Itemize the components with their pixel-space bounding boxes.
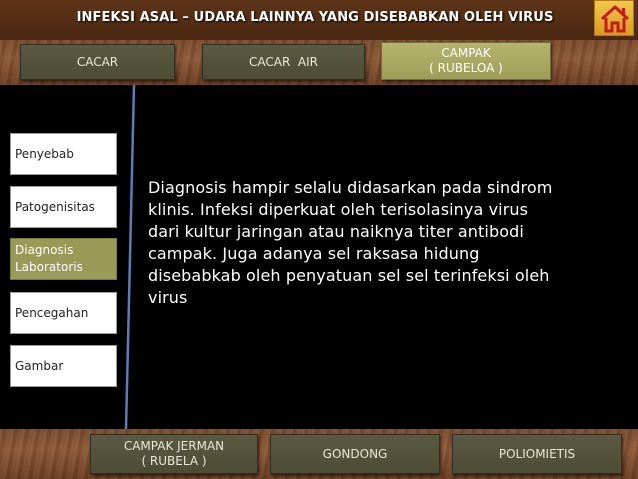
tab-cacar-air[interactable] — [202, 44, 365, 80]
content-line: dari kultur jaringan atau naiknya titer antibodi — [148, 222, 524, 241]
tab-campak-label-line2: ( RUBELOA ) — [429, 61, 503, 75]
home-icon — [599, 4, 631, 34]
sidebar-item-pencegahan[interactable] — [10, 292, 117, 334]
sidebar-item-gambar[interactable] — [10, 345, 117, 387]
home-button[interactable] — [594, 0, 634, 36]
content-line: virus — [148, 288, 188, 307]
content-line: disebabkab oleh penyatuan sel sel terinfeksi oleh — [148, 266, 550, 285]
sidebar-item-patogenisitas[interactable] — [10, 186, 117, 228]
sidebar-item-label: Penyebab — [15, 146, 74, 161]
tab-campak-jerman[interactable] — [90, 434, 258, 474]
sidebar-item-label: Patogenisitas — [15, 199, 95, 214]
content-text — [148, 177, 598, 309]
page-title: INFEKSI ASAL – UDARA LAINNYA YANG DISEBABKAN OLEH VIRUS — [76, 10, 554, 25]
main-panel — [0, 85, 638, 429]
tab-cacar-label: CACAR — [76, 54, 119, 69]
sidebar-item-label: Pencegahan — [15, 305, 89, 320]
sidebar-item-label: Gambar — [15, 358, 64, 373]
title-bar — [0, 0, 638, 40]
tab-cacar[interactable] — [20, 44, 175, 80]
content-line: Diagnosis hampir selalu didasarkan pada sindrom — [148, 178, 553, 197]
content-line: campak. Juga adanya sel raksasa hidung — [148, 244, 480, 263]
tab-poliomietis-label: POLIOMIETIS — [498, 446, 576, 461]
sidebar-item-penyebab[interactable] — [10, 133, 117, 175]
tab-poliomietis[interactable] — [452, 434, 622, 474]
tab-campak-jerman-label-line1: CAMPAK JERMAN — [123, 439, 225, 453]
sidebar-item-label-line1: Diagnosis — [15, 243, 74, 257]
tab-campak-label-line1: CAMPAK — [441, 46, 491, 60]
tab-campak[interactable] — [381, 42, 551, 80]
sidebar-item-diagnosis-laboratoris[interactable] — [10, 238, 117, 280]
tab-gondong[interactable] — [270, 434, 440, 474]
tab-cacar-air-label: CACAR AIR — [248, 54, 319, 69]
sidebar-item-label-line2: Laboratoris — [15, 260, 83, 274]
top-nav-bar — [0, 40, 638, 85]
tab-gondong-label: GONDONG — [322, 446, 388, 461]
tab-campak-jerman-label-line2: ( RUBELA ) — [141, 454, 207, 468]
bottom-nav-bar — [0, 429, 638, 479]
content-line: klinis. Infeksi diperkuat oleh terisolasinya virus — [148, 200, 529, 219]
